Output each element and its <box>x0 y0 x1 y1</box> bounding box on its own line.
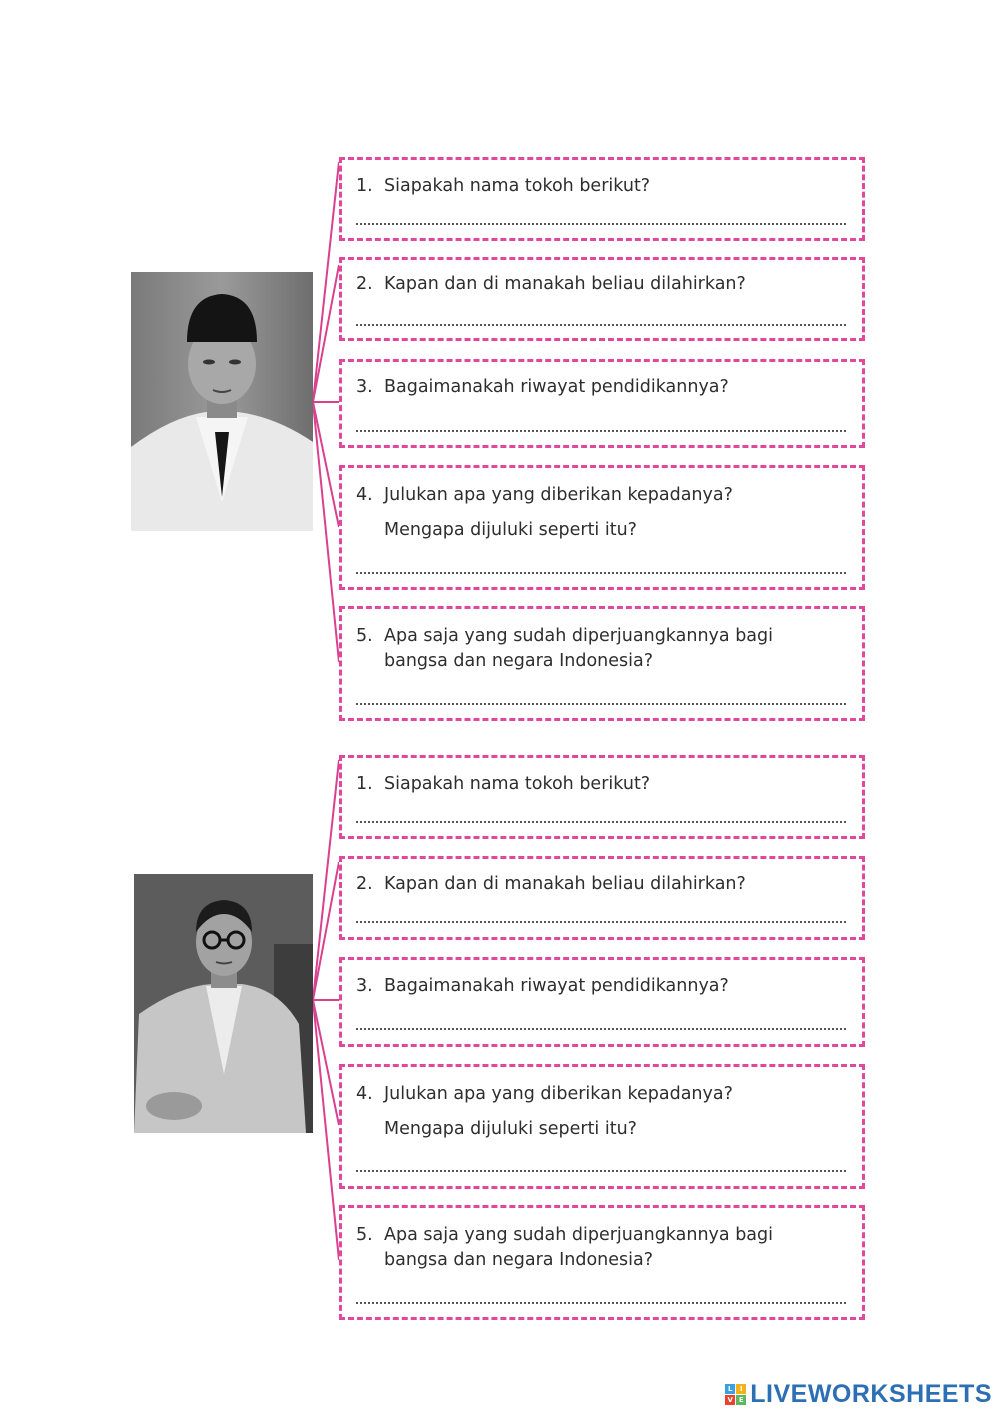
answer-line[interactable] <box>356 703 846 705</box>
question-text <box>356 974 846 999</box>
answer-line[interactable] <box>356 921 846 923</box>
answer-line[interactable] <box>356 821 846 823</box>
portrait-photo-1 <box>131 272 313 531</box>
question-line: Kapan dan di manakah beliau dilahirkan? <box>384 874 746 894</box>
question-line: Julukan apa yang diberikan kepadanya? <box>384 1084 733 1104</box>
question-box-2-4 <box>339 1064 865 1189</box>
logo-cubes-icon: L I V E <box>725 1384 746 1405</box>
question-number: 4. <box>356 1084 373 1104</box>
question-line-2: bangsa dan negara Indonesia? <box>384 651 654 671</box>
question-box-2-1 <box>339 755 865 839</box>
question-box-2-3 <box>339 957 865 1047</box>
brand-name: LIVEWORKSHEETS <box>750 1380 992 1408</box>
question-line-2: Mengapa dijuluki seperti itu? <box>384 520 637 540</box>
question-box-2-5 <box>339 1205 865 1320</box>
question-box-1-4 <box>339 465 865 590</box>
question-text <box>356 483 846 543</box>
question-number: 2. <box>356 874 373 894</box>
question-line-2: bangsa dan negara Indonesia? <box>384 1250 654 1270</box>
answer-line[interactable] <box>356 324 846 326</box>
question-number: 1. <box>356 176 373 196</box>
question-number: 5. <box>356 1225 373 1245</box>
question-line: Siapakah nama tokoh berikut? <box>384 176 651 196</box>
answer-line[interactable] <box>356 1170 846 1172</box>
question-number: 5. <box>356 626 373 646</box>
question-line-2: Mengapa dijuluki seperti itu? <box>384 1119 637 1139</box>
question-line: Julukan apa yang diberikan kepadanya? <box>384 485 733 505</box>
question-text <box>356 872 846 897</box>
question-text <box>356 1082 846 1142</box>
portrait-photo-2 <box>134 874 313 1133</box>
question-line: Bagaimanakah riwayat pendidikannya? <box>384 377 729 397</box>
answer-line[interactable] <box>356 223 846 225</box>
question-number: 3. <box>356 976 373 996</box>
question-box-1-3 <box>339 359 865 448</box>
question-number: 3. <box>356 377 373 397</box>
question-text <box>356 375 846 400</box>
question-box-2-2 <box>339 856 865 940</box>
question-line: Apa saja yang sudah diperjuangkannya bagi <box>384 1225 773 1245</box>
answer-line[interactable] <box>356 430 846 432</box>
question-text <box>356 1223 846 1273</box>
answer-line[interactable] <box>356 1028 846 1030</box>
question-text <box>356 772 846 797</box>
question-line: Siapakah nama tokoh berikut? <box>384 774 651 794</box>
liveworksheets-logo[interactable] <box>725 1380 992 1409</box>
question-line: Bagaimanakah riwayat pendidikannya? <box>384 976 729 996</box>
question-line: Apa saja yang sudah diperjuangkannya bagi <box>384 626 773 646</box>
question-box-1-5 <box>339 606 865 721</box>
question-text <box>356 272 846 297</box>
answer-line[interactable] <box>356 572 846 574</box>
question-number: 1. <box>356 774 373 794</box>
question-number: 2. <box>356 274 373 294</box>
question-box-1-1 <box>339 157 865 241</box>
question-text <box>356 624 846 674</box>
question-number: 4. <box>356 485 373 505</box>
question-text <box>356 174 846 199</box>
question-box-1-2 <box>339 257 865 341</box>
answer-line[interactable] <box>356 1302 846 1304</box>
question-line: Kapan dan di manakah beliau dilahirkan? <box>384 274 746 294</box>
